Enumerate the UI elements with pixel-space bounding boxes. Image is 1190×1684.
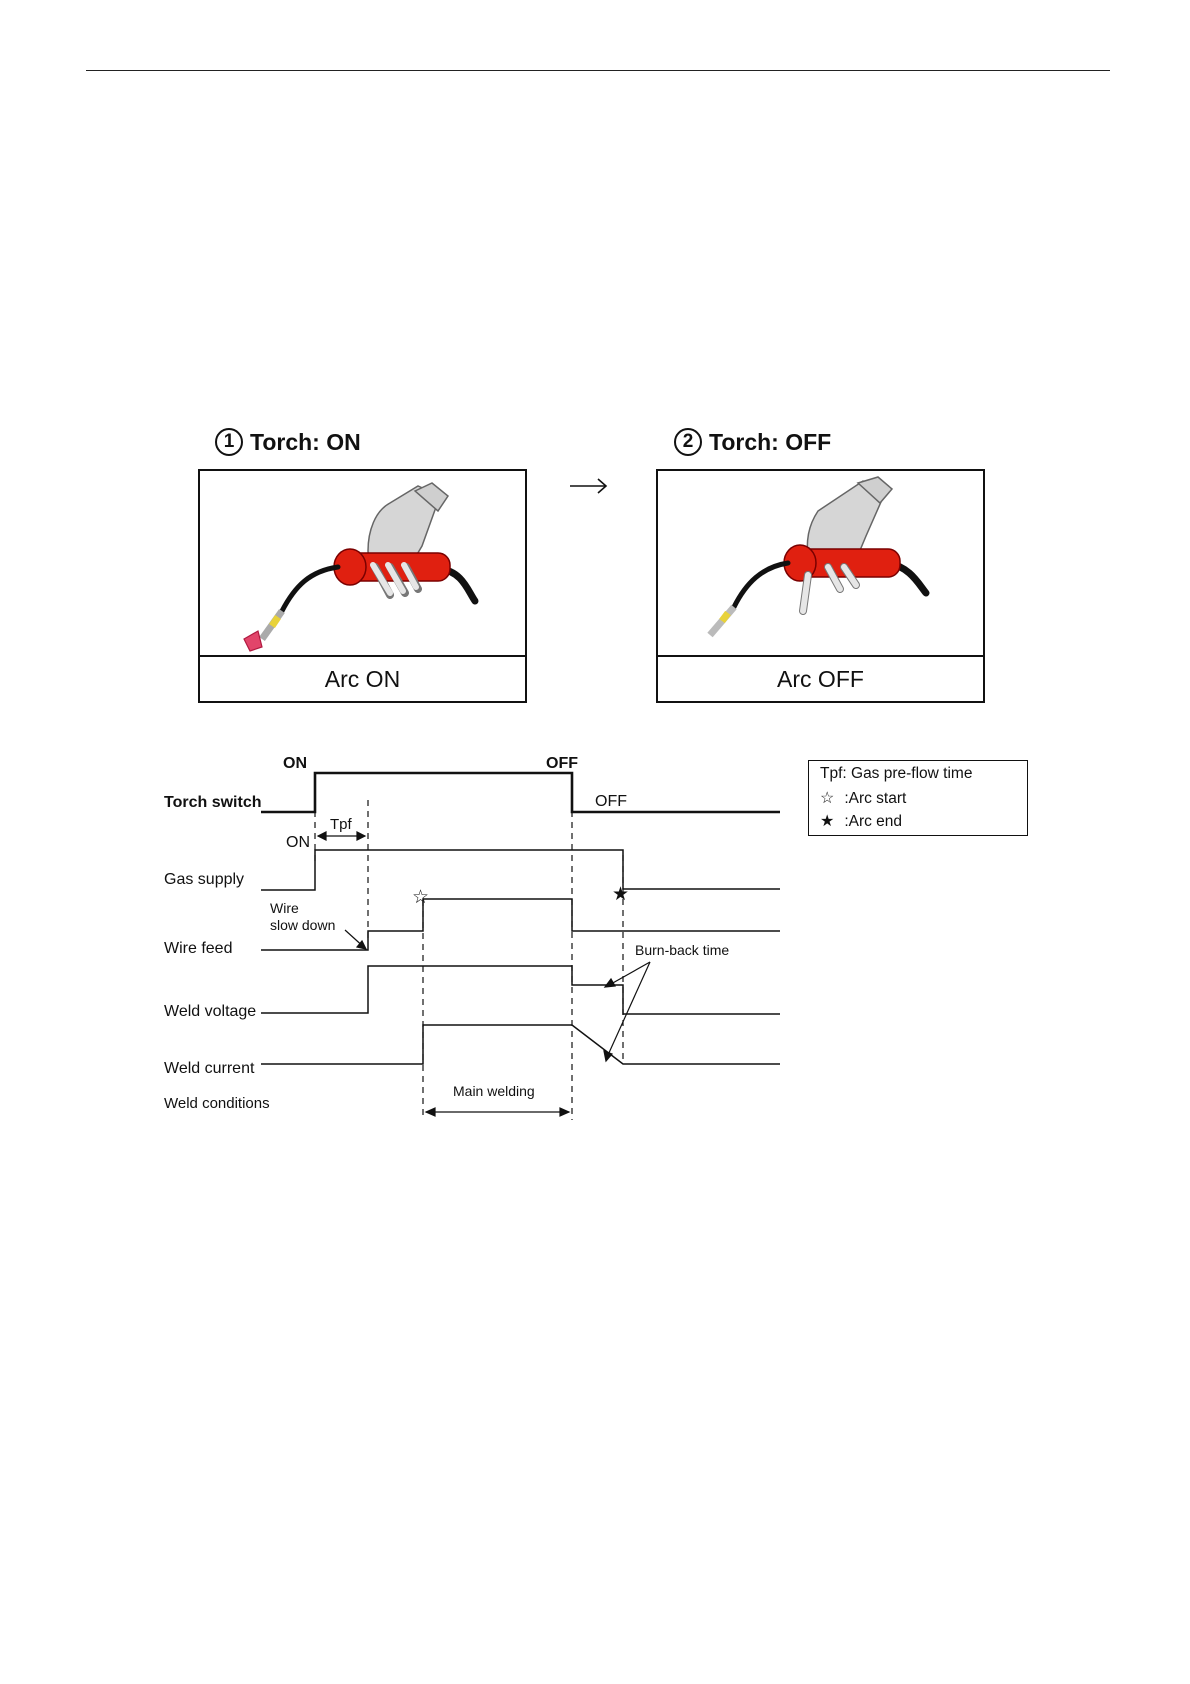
step-number-1: 1 [215,428,243,456]
welding-torch-arc-on-icon [200,471,525,655]
header-rule [86,70,1110,71]
arc-end-marker: ★ [612,884,630,905]
legend-item-tpf [820,765,972,783]
panel-caption: Arc ON [200,655,525,701]
legend-item-text: :Arc end [844,813,903,830]
panel-caption: Arc OFF [658,655,983,701]
wave-weld-current [261,1025,780,1064]
wave-gas-supply [261,850,780,890]
signal-label-gas-supply: Gas supply [164,871,245,888]
label-wire-slow-line1: Wire [270,900,299,916]
label-main-welding: Main welding [453,1083,535,1099]
flow-arrow-icon [568,474,610,498]
legend-box [808,760,1028,836]
time-marker-lines [315,800,623,1120]
signal-label-torch-switch: Torch switch [164,794,262,811]
panel-title-text: Torch: ON [250,428,361,455]
signal-label-weld-current: Weld current [164,1060,255,1077]
label-burn-back-time: Burn-back time [635,942,730,958]
panel-torch-on [198,469,527,703]
panel-title-torch-on [215,428,361,456]
arc-end-star-icon: ★ [820,813,835,830]
arc-start-star-icon: ☆ [820,790,835,807]
label-torch-on: ON [283,755,307,772]
label-torch-off: OFF [546,755,578,772]
panel-title-text: Torch: OFF [709,428,832,455]
label-wire-slow-line2: slow down [270,917,336,933]
panel-title-torch-off [674,428,831,456]
label-gas-on: ON [286,834,310,851]
legend-item-arc-end [820,811,902,831]
legend-item-text: :Arc start [844,790,907,807]
welding-torch-arc-off-icon [658,471,983,655]
arc-start-marker: ☆ [412,887,430,908]
legend-item-text: Tpf: Gas pre-flow time [820,765,973,782]
legend-item-arc-start [820,788,906,808]
wave-torch-switch [261,773,780,812]
label-tpf: Tpf [330,816,352,833]
panel-torch-off [656,469,985,703]
wave-weld-voltage [261,966,780,1014]
signal-label-wire-feed: Wire feed [164,940,233,957]
signal-label-weld-voltage: Weld voltage [164,1003,257,1020]
signal-label-weld-conditions: Weld conditions [164,1095,270,1112]
label-off-level: OFF [595,793,627,810]
step-number-2: 2 [674,428,702,456]
